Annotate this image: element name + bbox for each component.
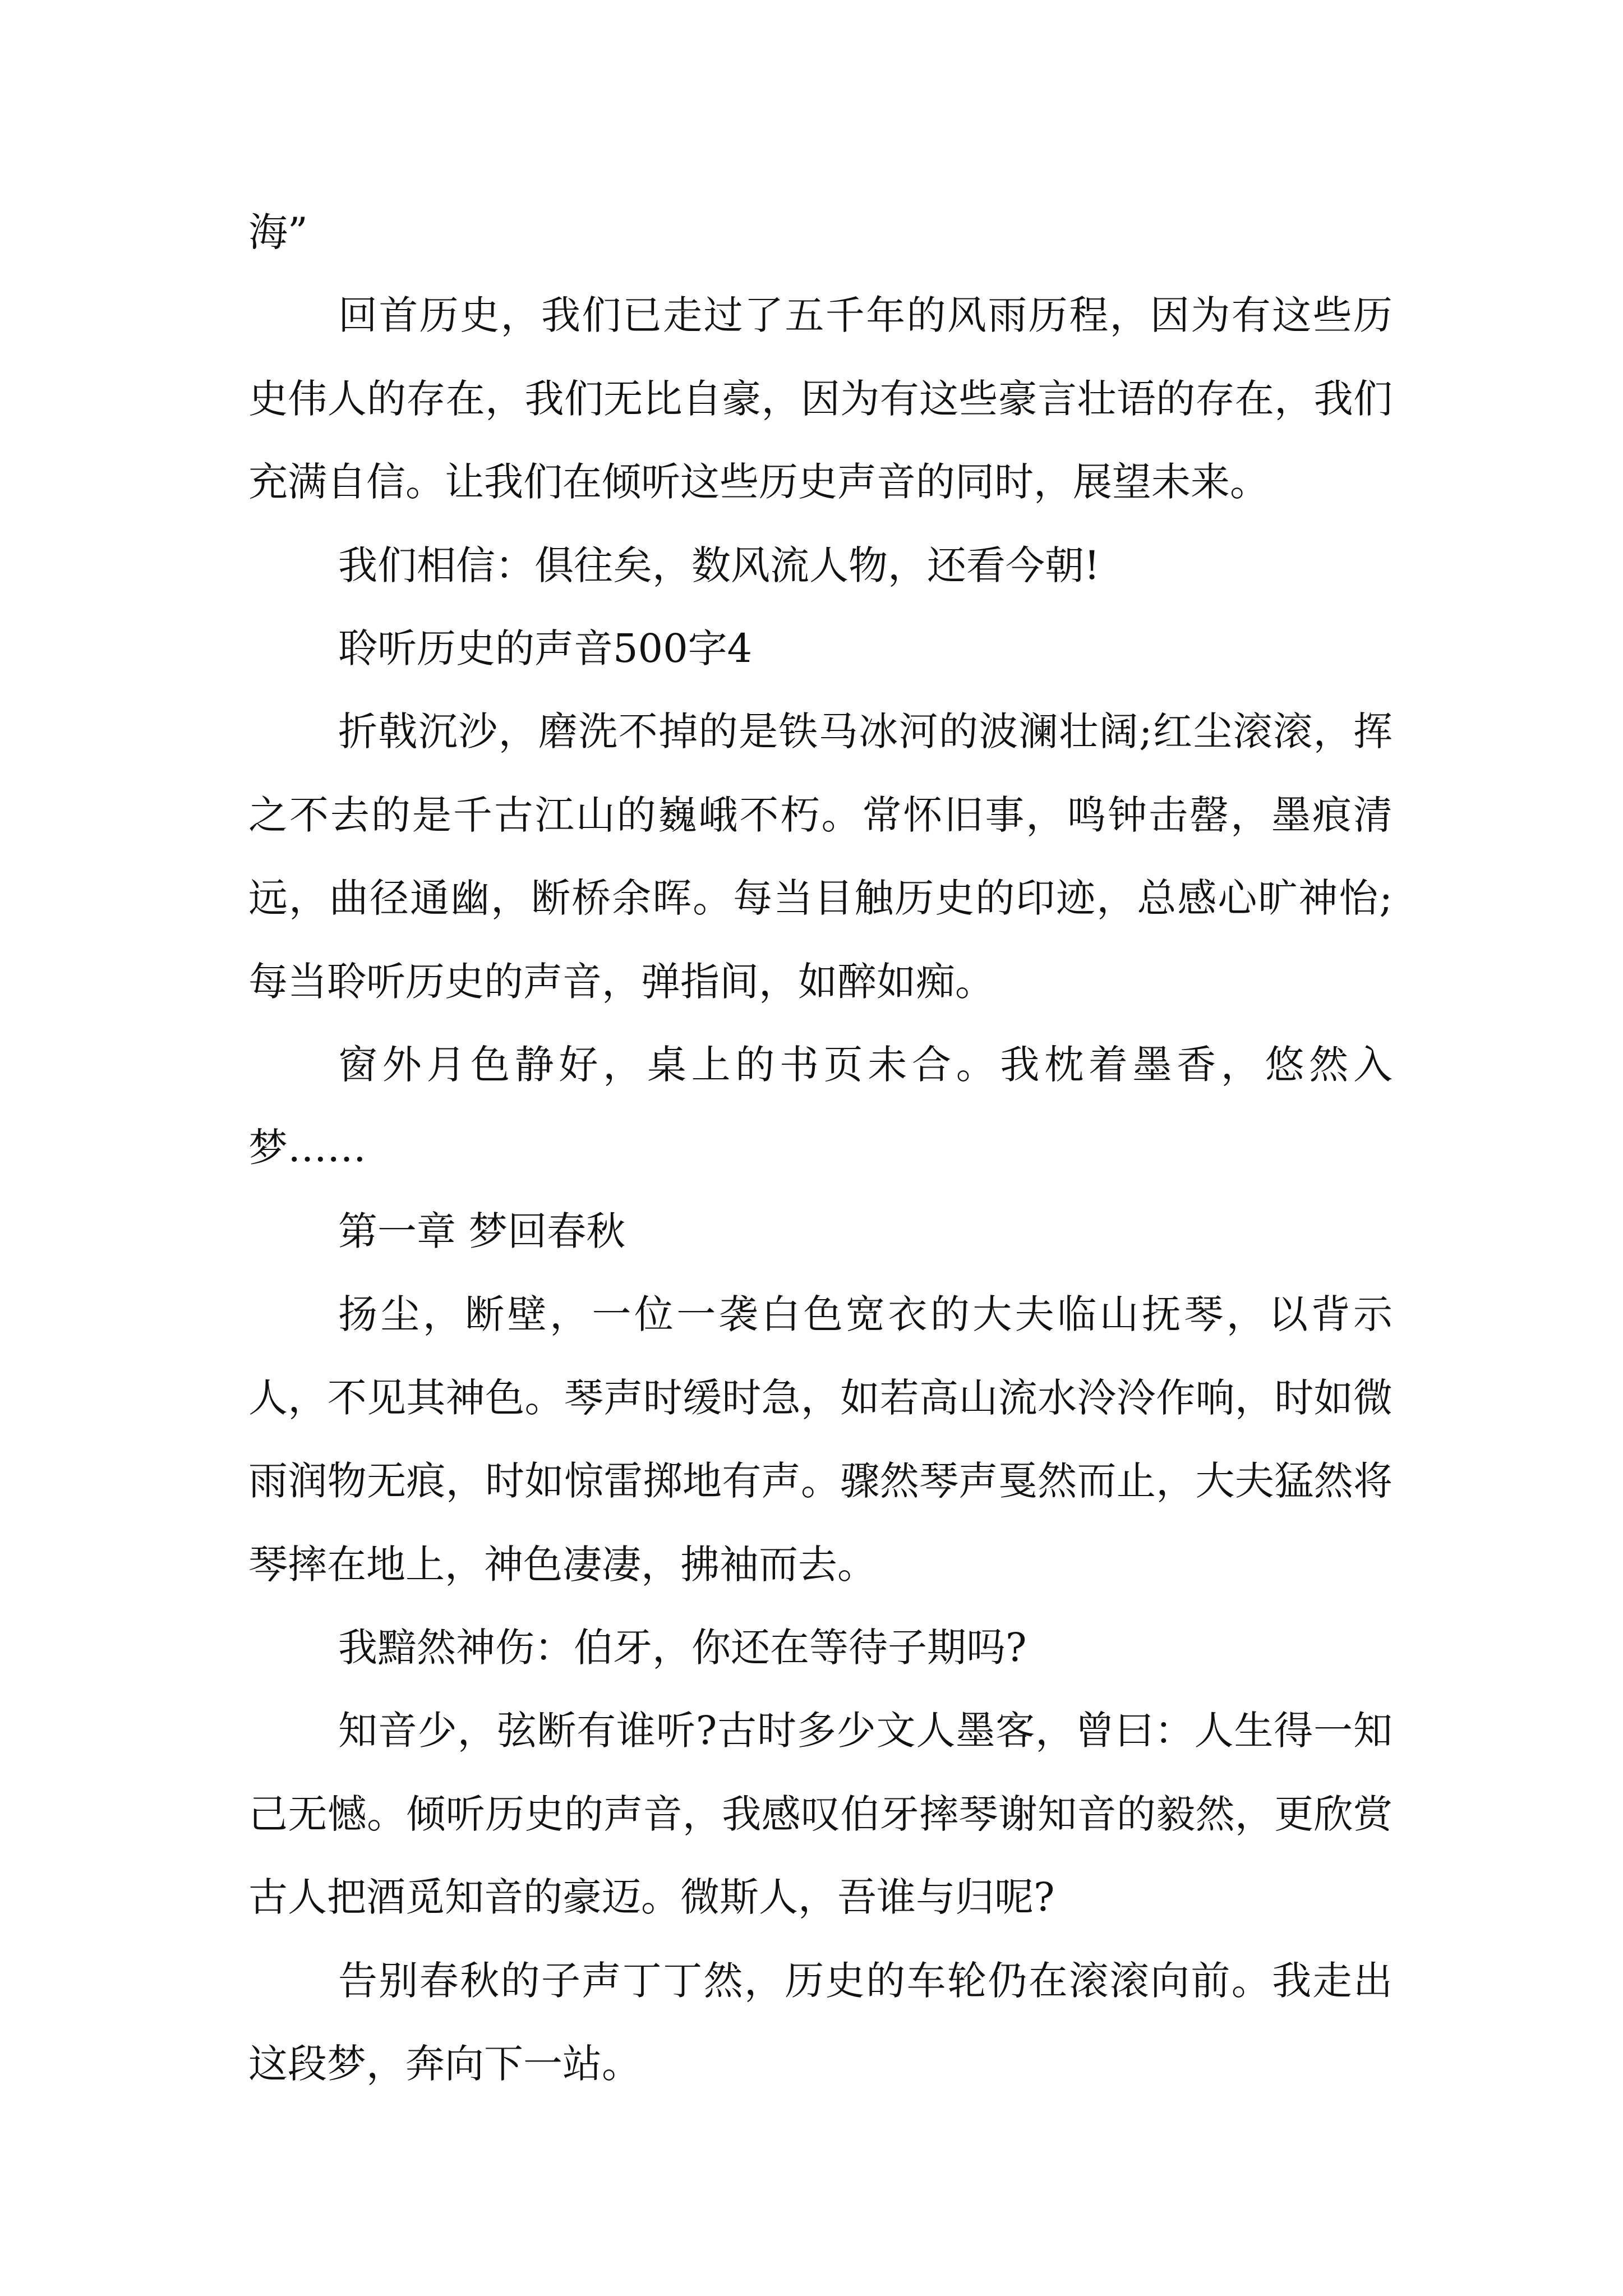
paragraph: 折戟沉沙，磨洗不掉的是铁马冰河的波澜壮阔;红尘滚滚，挥之不去的是千古江山的巍峨不朽。常怀旧事，鸣钟击罄，墨痕清远，曲径通幽，断桥余晖。每当目触历史的印迹，总感心旷神怡;每当聆听历史的声音，弹指间，如醉如痴。 [248,708,1393,1005]
paragraph: 扬尘，断壁，一位一袭白色宽衣的大夫临山抚琴，以背示人，不见其神色。琴声时缓时急，如若高山流水泠泠作响，时如微雨润物无痕，时如惊雷掷地有声。骤然琴声戛然而止，大夫猛然将琴摔在地上，神色凄凄，拂袖而去。 [248,1291,1393,1588]
paragraph: 回首历史，我们已走过了五千年的风雨历程，因为有这些历史伟人的存在，我们无比自豪，因为有这些豪言壮语的存在，我们充满自信。让我们在倾听这些历史声音的同时，展望未来。 [248,292,1393,505]
document-body [248,191,1393,2105]
paragraph: 窗外月色静好，桌上的书页未合。我枕着墨香，悠然入梦…… [248,1042,1393,1171]
paragraph-continuation: 海” [248,209,308,255]
paragraph: 我们相信：俱往矣，数风流人物，还看今朝! [338,542,1100,588]
chapter-heading: 第一章 梦回春秋 [338,1208,626,1254]
paragraph: 知音少，弦断有谁听?古时多少文人墨客，曾曰：人生得一知己无憾。倾听历史的声音，我感叹伯牙摔琴谢知音的毅然，更欣赏古人把酒觅知音的豪迈。微斯人，吾谁与归呢? [248,1708,1393,1921]
paragraph: 告别春秋的子声丁丁然，历史的车轮仍在滚滚向前。我走出这段梦，奔向下一站。 [248,1957,1393,2087]
essay-title: 聆听历史的声音500字4 [338,625,753,672]
paragraph: 我黯然神伤：伯牙，你还在等待子期吗? [338,1624,1027,1671]
